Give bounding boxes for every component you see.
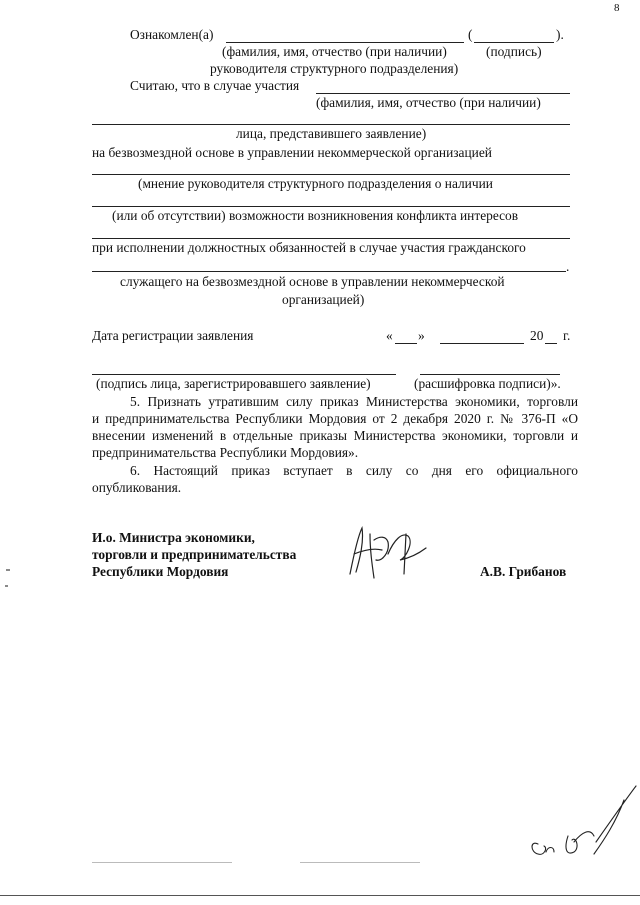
consider-label: Считаю, что в случае участия bbox=[130, 78, 300, 93]
acknowledged-label: Ознакомлен(а) bbox=[130, 27, 214, 42]
acknowledged-signature-line bbox=[474, 42, 554, 43]
date-year-prefix: 20 bbox=[530, 328, 544, 343]
page-number: 8 bbox=[614, 2, 620, 14]
opinion-line bbox=[92, 174, 570, 175]
acknowledged-close-paren: ). bbox=[556, 27, 564, 42]
caption-person: лица, представившего заявление) bbox=[236, 126, 427, 141]
servant-line bbox=[92, 271, 566, 272]
caption-fio-2: (фамилия, имя, отчество (при наличии) bbox=[316, 95, 541, 110]
date-label: Дата регистрации заявления bbox=[92, 328, 254, 343]
signatory-title-line: И.о. Министра экономики, bbox=[92, 530, 255, 545]
caption-servant-2: организацией) bbox=[282, 292, 365, 307]
paragraph-5-line: предпринимательства Республики Мордовия». bbox=[92, 445, 359, 460]
duties-line bbox=[92, 238, 570, 239]
scan-artifact-line bbox=[300, 862, 420, 863]
scan-artifact-line bbox=[92, 862, 232, 863]
person-line bbox=[92, 124, 570, 125]
caption-servant-1: служащего на безвозмездной основе в управлении некоммерческой bbox=[120, 274, 505, 289]
margin-mark bbox=[2, 566, 22, 590]
management-line-text: на безвозмездной основе в управлении некоммерческой организацией bbox=[92, 145, 492, 160]
initials-signature bbox=[524, 782, 640, 866]
date-quote-open: « bbox=[386, 328, 393, 343]
handwritten-signature bbox=[344, 514, 434, 584]
caption-fio: (фамилия, имя, отчество (при наличии) bbox=[222, 44, 447, 59]
conflict-line bbox=[92, 206, 570, 207]
registrar-signature-line bbox=[92, 374, 396, 375]
paragraph-5-line: 5. Признать утратившим силу приказ Министерства экономики, торговли bbox=[130, 394, 578, 409]
acknowledged-open-paren: ( bbox=[468, 27, 473, 42]
trailing-dot: . bbox=[566, 259, 570, 274]
signatory-title-line: торговли и предпринимательства bbox=[92, 547, 297, 562]
caption-signature: (подпись) bbox=[486, 44, 542, 59]
consider-line bbox=[316, 93, 570, 94]
date-day-line bbox=[395, 343, 417, 344]
date-year-line bbox=[545, 343, 557, 344]
caption-decoding: (расшифровка подписи)». bbox=[414, 376, 561, 391]
paragraph-6-line: опубликования. bbox=[92, 480, 182, 495]
caption-opinion: (мнение руководителя структурного подразделения о наличии bbox=[138, 176, 493, 191]
caption-conflict: (или об отсутствии) возможности возникновения конфликта интересов bbox=[112, 208, 519, 223]
date-month-line bbox=[440, 343, 524, 344]
acknowledged-fio-line bbox=[226, 42, 464, 43]
paragraph-5-line: и предпринимательства Республики Мордовия от 2 декабря 2020 г. № 376-П «О bbox=[92, 411, 578, 426]
date-year-suffix: г. bbox=[563, 328, 571, 343]
caption-registrar: (подпись лица, зарегистрировавшего заявление) bbox=[96, 376, 371, 391]
paragraph-5-line: внесении изменений в отдельные приказы Министерства экономики, торговли и bbox=[92, 428, 578, 443]
caption-duties: при исполнении должностных обязанностей в случае участия гражданского bbox=[92, 240, 526, 255]
signatory-name: А.В. Грибанов bbox=[480, 564, 567, 579]
date-quote-close: » bbox=[418, 328, 425, 343]
caption-head: руководителя структурного подразделения) bbox=[210, 61, 459, 76]
footer-rule bbox=[0, 895, 640, 896]
paragraph-6-line: 6. Настоящий приказ вступает в силу со дня его официального bbox=[130, 463, 578, 478]
signatory-title-line: Республики Мордовия bbox=[92, 564, 229, 579]
decoding-line bbox=[420, 374, 560, 375]
